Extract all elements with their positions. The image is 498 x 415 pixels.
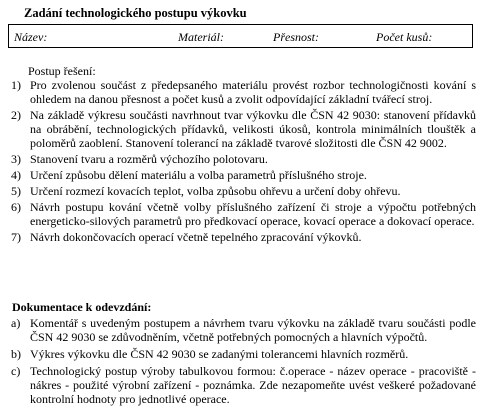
procedure-label: Postup řešení: bbox=[28, 64, 96, 78]
document-title: Zadání technologického postupu výkovku bbox=[24, 6, 247, 20]
documentation-list bbox=[0, 316, 498, 409]
item-letter: b) bbox=[11, 347, 21, 361]
list-item bbox=[0, 200, 498, 228]
material-field-label: Materiál: bbox=[178, 30, 224, 44]
item-text: Návrh dokončovacích operací včetně tepelného zpracování výkovků. bbox=[30, 230, 362, 244]
item-number: 4) bbox=[11, 168, 21, 182]
list-item bbox=[0, 316, 498, 344]
item-letter: a) bbox=[11, 316, 21, 330]
item-text: Komentář s uvedeným postupem a návrhem tvaru výkovku na základě tvaru součásti podle ČSN 42 9030 se zdůvodněním, včetně potřebných pomocných a hlavních výpočtů. bbox=[30, 316, 476, 344]
name-field-label: Název: bbox=[14, 30, 48, 44]
list-item bbox=[0, 364, 498, 406]
list-item bbox=[0, 78, 498, 106]
precision-field-label: Přesnost: bbox=[273, 30, 319, 44]
list-item bbox=[0, 152, 498, 166]
item-number: 5) bbox=[11, 184, 21, 198]
item-text: Na základě výkresu součásti navrhnout tvar výkovku dle ČSN 42 9030: stanovení přídavků na obrábění, technologických přídavků, velikosti úkosů, kontrola minimálních tlouštěk a poloměrů zaoblení. Stanovení tolerancí na základě tvarové složitosti dle ČSN 42 9002. bbox=[30, 108, 476, 150]
item-text: Určení rozmezí kovacích teplot, volba způsobu ohřevu a určení doby ohřevu. bbox=[30, 184, 401, 198]
list-item bbox=[0, 230, 498, 244]
item-number: 2) bbox=[11, 108, 21, 122]
item-number: 3) bbox=[11, 152, 21, 166]
list-item bbox=[0, 168, 498, 182]
item-text: Návrh postupu kování včetně volby příslušného zařízení či stroje a výpočtu potřebných energeticko-silových parametrů pro předkovací operace, kovací operace a dokovací operace. bbox=[30, 200, 476, 228]
count-field-label: Počet kusů: bbox=[376, 30, 433, 44]
item-text: Výkres výkovku dle ČSN 42 9030 se zadanými tolerancemi hlavních rozměrů. bbox=[30, 347, 409, 361]
item-number: 7) bbox=[11, 230, 21, 244]
item-number: 6) bbox=[11, 200, 21, 214]
part-info-box bbox=[8, 24, 473, 48]
list-item bbox=[0, 108, 498, 150]
list-item bbox=[0, 347, 498, 361]
item-text: Určení způsobu dělení materiálu a volba parametrů příslušného stroje. bbox=[30, 168, 367, 182]
procedure-list bbox=[0, 78, 498, 246]
documentation-heading: Dokumentace k odevzdání: bbox=[12, 300, 152, 314]
item-text: Stanovení tvaru a rozměrů výchozího polotovaru. bbox=[30, 152, 268, 166]
list-item bbox=[0, 184, 498, 198]
item-number: 1) bbox=[11, 78, 21, 92]
item-text: Technologický postup výroby tabulkovou formou: č.operace - název operace - pracoviště - nákres - použité výrobní zařízení - poznámka. Zde nezapomeňte uvést veškeré požadované kontrolní hodnoty pro jednotlivé operace. bbox=[30, 364, 476, 406]
item-letter: c) bbox=[11, 364, 21, 378]
item-text: Pro zvolenou součást z předepsaného materiálu provést rozbor technologičnosti kování s ohledem na danou přesnost a počet kusů a zvolit odpovídající základní tvářecí stroj. bbox=[30, 78, 476, 106]
